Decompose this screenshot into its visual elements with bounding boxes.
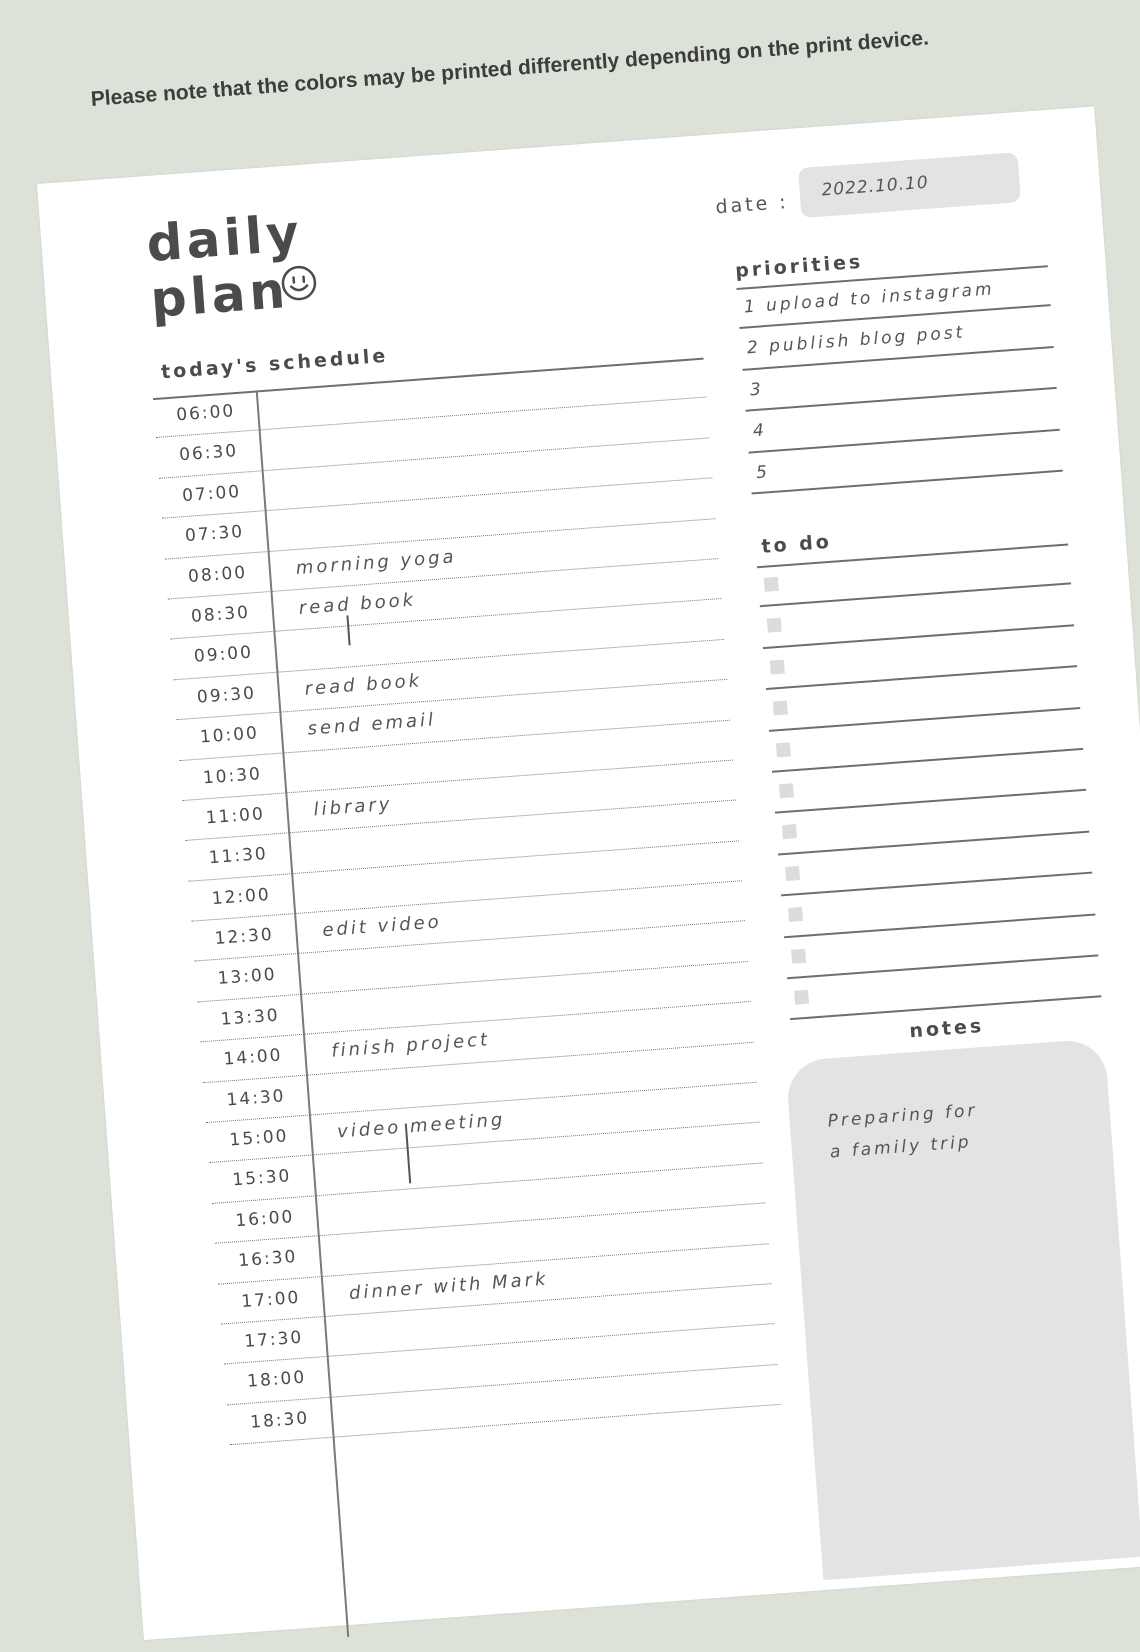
todo-checkbox[interactable] bbox=[770, 659, 785, 674]
todo-checkbox[interactable] bbox=[776, 742, 791, 757]
schedule-time: 12:30 bbox=[192, 923, 296, 950]
todo-heading: to do bbox=[761, 531, 833, 558]
schedule-time: 09:00 bbox=[171, 641, 275, 668]
todo-checkbox[interactable] bbox=[791, 948, 806, 963]
notes-line-1: Preparing for bbox=[827, 1096, 979, 1138]
todo-checkbox[interactable] bbox=[773, 701, 788, 716]
priority-text: 4 bbox=[752, 420, 767, 441]
schedule-time: 06:00 bbox=[154, 400, 258, 427]
title-line-2: plan bbox=[149, 261, 309, 328]
todo-checkbox[interactable] bbox=[788, 907, 803, 922]
schedule-time: 09:30 bbox=[174, 681, 278, 708]
schedule-time: 18:30 bbox=[228, 1407, 332, 1434]
schedule-time: 15:00 bbox=[207, 1125, 311, 1152]
schedule-time: 14:30 bbox=[204, 1084, 308, 1111]
todo-checkbox[interactable] bbox=[794, 990, 809, 1005]
schedule-time: 13:30 bbox=[198, 1004, 302, 1031]
schedule-task: video meeting bbox=[336, 1109, 506, 1142]
title-line-1: daily bbox=[145, 205, 305, 272]
schedule-time: 08:00 bbox=[165, 561, 269, 588]
schedule-task: finish project bbox=[331, 1029, 491, 1062]
priorities-heading: priorities bbox=[734, 251, 863, 282]
print-notice: Please note that the colors may be printed differently depending on the print device. bbox=[90, 26, 930, 111]
priorities-list bbox=[736, 265, 1062, 494]
schedule-task: read book bbox=[304, 670, 423, 700]
todo-checkbox[interactable] bbox=[785, 866, 800, 881]
priority-text: 2 publish blog post bbox=[746, 323, 966, 359]
schedule-time: 11:30 bbox=[186, 843, 290, 870]
schedule-time: 17:30 bbox=[222, 1326, 326, 1353]
schedule-time: 15:30 bbox=[210, 1165, 314, 1192]
schedule-task: library bbox=[313, 794, 393, 821]
date-field[interactable] bbox=[798, 152, 1021, 218]
date-value: 2022.10.10 bbox=[821, 173, 930, 201]
planner-page bbox=[37, 106, 1140, 1640]
schedule-time: 08:30 bbox=[168, 601, 272, 628]
schedule-time: 07:00 bbox=[160, 480, 264, 507]
notes-line-2: a family trip bbox=[829, 1127, 981, 1169]
schedule-task: edit video bbox=[322, 911, 443, 941]
schedule-time: 17:00 bbox=[219, 1286, 323, 1313]
schedule-task: morning yoga bbox=[295, 546, 457, 579]
notes-heading: notes bbox=[909, 1015, 985, 1042]
priority-text: 5 bbox=[755, 462, 770, 483]
schedule-task: send email bbox=[307, 709, 437, 739]
notes-text bbox=[827, 1096, 981, 1169]
schedule-time: 16:30 bbox=[216, 1245, 320, 1272]
priority-text: 3 bbox=[749, 379, 764, 400]
schedule-time: 06:30 bbox=[157, 440, 261, 467]
todo-checkbox[interactable] bbox=[767, 618, 782, 633]
schedule-time: 12:00 bbox=[189, 883, 293, 910]
smiley-icon bbox=[280, 264, 319, 303]
schedule-time: 16:00 bbox=[213, 1205, 317, 1232]
todo-checkbox[interactable] bbox=[779, 783, 794, 798]
schedule-time: 10:30 bbox=[180, 762, 284, 789]
schedule-time: 10:00 bbox=[177, 722, 281, 749]
schedule-table bbox=[153, 358, 780, 1446]
priority-text: 1 upload to instagram bbox=[743, 279, 995, 317]
schedule-time: 18:00 bbox=[225, 1366, 329, 1393]
todo-list bbox=[757, 543, 1102, 1020]
schedule-task: read book bbox=[298, 589, 417, 619]
schedule-time: 11:00 bbox=[183, 802, 287, 829]
todo-checkbox[interactable] bbox=[782, 824, 797, 839]
date-label: date : bbox=[715, 191, 790, 218]
schedule-time: 07:30 bbox=[163, 520, 267, 547]
schedule-time: 14:00 bbox=[201, 1044, 305, 1071]
schedule-heading: today's schedule bbox=[160, 345, 389, 384]
todo-checkbox[interactable] bbox=[764, 577, 779, 592]
notes-box[interactable] bbox=[785, 1038, 1140, 1580]
schedule-time: 13:00 bbox=[195, 963, 299, 990]
schedule-task: dinner with Mark bbox=[348, 1268, 549, 1304]
